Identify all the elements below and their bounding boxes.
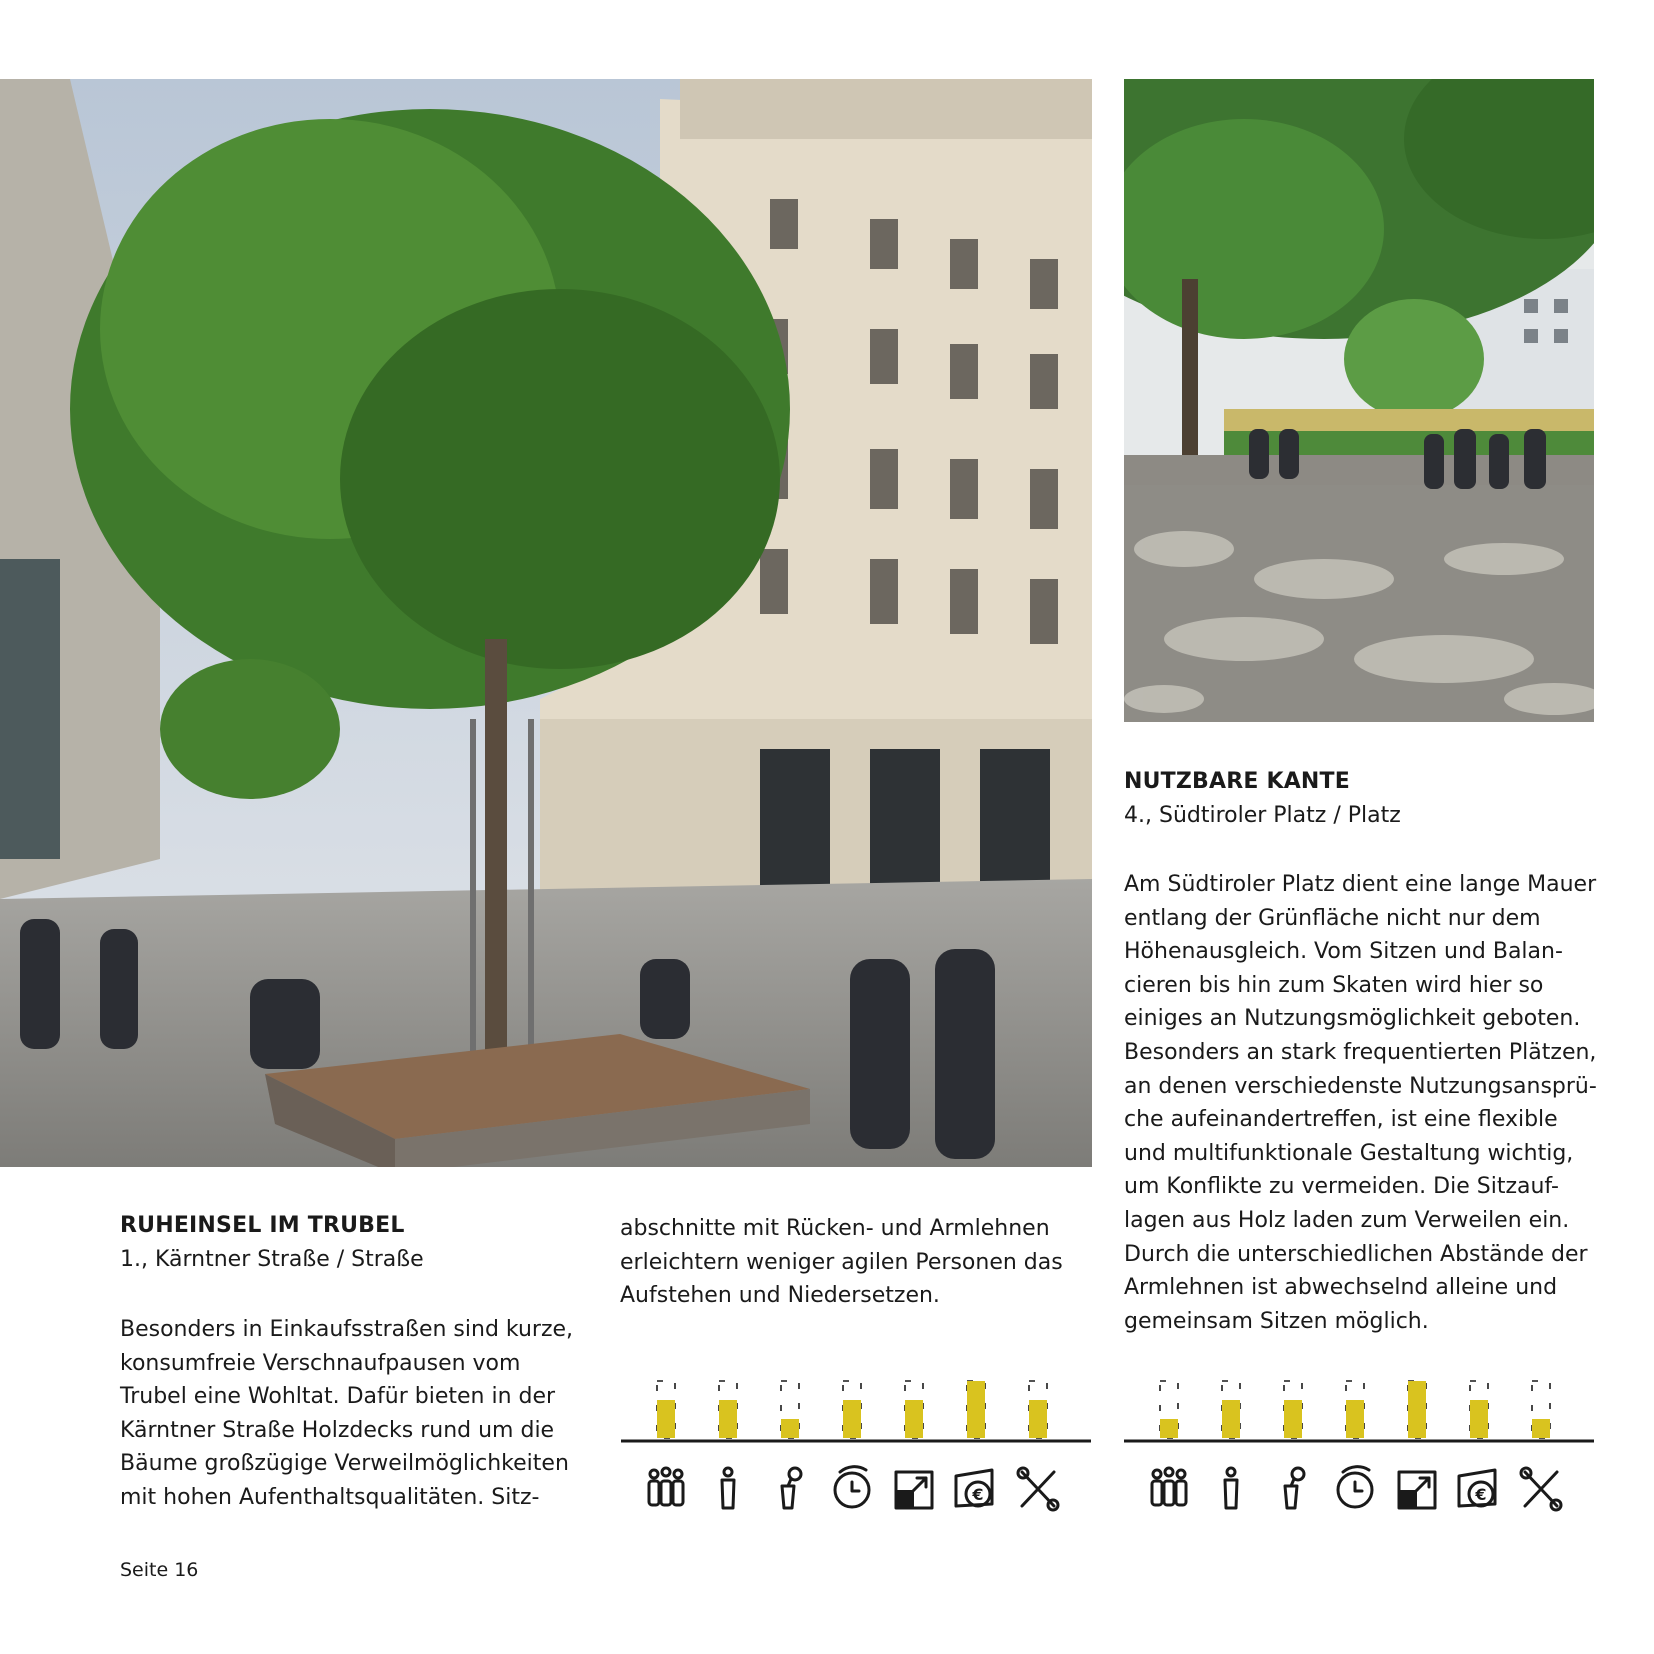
left-entry-title: RUHEINSEL IM TRUBEL	[120, 1213, 405, 1238]
euro-wallet-icon	[1459, 1470, 1495, 1506]
main-photo-illustration	[0, 79, 1092, 1167]
expand-icon	[896, 1472, 932, 1508]
clock-icon	[835, 1467, 869, 1507]
euro-wallet-icon	[956, 1470, 992, 1506]
left-rating-3	[781, 1381, 799, 1438]
rating-bar	[843, 1400, 861, 1438]
left-rating-6	[967, 1381, 985, 1438]
person-icon	[1225, 1468, 1237, 1508]
left-entry-ratings	[621, 1378, 1091, 1528]
rating-bar	[719, 1400, 737, 1438]
group-icon	[1152, 1468, 1186, 1505]
body-line: Höhenausgleich. Vom Sitzen und Balan-	[1124, 939, 1563, 965]
right-entry-ratings	[1124, 1378, 1594, 1528]
right-rating-7	[1532, 1381, 1550, 1438]
body-line: mit hohen Aufenthaltsqualitäten. Sitz-	[120, 1484, 540, 1510]
body-line: Kärntner Straße Holzdecks rund um die	[120, 1417, 555, 1443]
body-line: entlang der Grünfläche nicht nur dem	[1124, 905, 1541, 931]
right-entry-body	[1124, 868, 1597, 1338]
rating-bar	[657, 1400, 675, 1438]
body-line: Armlehnen ist abwechselnd alleine und	[1124, 1275, 1558, 1301]
left-rating-1	[657, 1381, 675, 1438]
right-entry-title: NUTZBARE KANTE	[1124, 769, 1350, 794]
body-line: Bäume großzügige Verweilmöglichkeiten	[120, 1451, 569, 1477]
side-photo-illustration	[1124, 79, 1594, 722]
rating-bar	[1222, 1400, 1240, 1438]
body-line: lagen aus Holz laden zum Verweilen ein.	[1124, 1207, 1570, 1233]
body-line: che aufeinandertreffen, ist eine flexible	[1124, 1107, 1558, 1133]
person-icon	[722, 1468, 734, 1508]
person-pin-icon	[782, 1468, 801, 1508]
right-rating-4	[1346, 1381, 1364, 1438]
rating-bar	[1284, 1400, 1302, 1438]
right-rating-1	[1160, 1381, 1178, 1438]
body-line: Durch die unterschiedlichen Abstände der	[1124, 1241, 1588, 1267]
rating-bar	[1408, 1381, 1426, 1438]
rating-bar	[781, 1419, 799, 1438]
rating-bar	[967, 1381, 985, 1438]
group-icon	[649, 1468, 683, 1505]
right-rating-2	[1222, 1381, 1240, 1438]
tools-icon	[1521, 1468, 1561, 1510]
right-ratings-svg	[1124, 1378, 1594, 1528]
right-rating-3	[1284, 1381, 1302, 1438]
tools-icon	[1018, 1468, 1058, 1510]
body-line: Trubel eine Wohltat. Dafür bieten in der	[120, 1384, 556, 1410]
expand-icon	[1399, 1472, 1435, 1508]
main-photo-kaerntner-strasse	[0, 79, 1092, 1167]
body-line: einiges an Nutzungsmöglichkeit geboten.	[1124, 1006, 1581, 1032]
body-line: Besonders an stark frequentierten Plätzen,	[1124, 1039, 1597, 1065]
body-line: Aufstehen und Niedersetzen.	[620, 1283, 940, 1309]
rating-bar	[1346, 1400, 1364, 1438]
body-line: und multifunktionale Gestaltung wichtig,	[1124, 1140, 1574, 1166]
clock-icon	[1338, 1467, 1372, 1507]
left-rating-4	[843, 1381, 861, 1438]
left-ratings-svg	[621, 1378, 1091, 1528]
left-entry-location: 1., Kärntner Straße / Straße	[120, 1247, 424, 1272]
person-pin-icon	[1285, 1468, 1304, 1508]
body-line: um Konflikte zu vermeiden. Die Sitzauf-	[1124, 1174, 1559, 1200]
right-rating-6	[1470, 1381, 1488, 1438]
left-entry-body-continued	[620, 1212, 1063, 1313]
svg-text:€: €	[972, 1485, 984, 1504]
body-line: erleichtern weniger agilen Personen das	[620, 1249, 1063, 1275]
body-line: abschnitte mit Rücken- und Armlehnen	[620, 1216, 1050, 1241]
side-photo-suedtiroler-platz	[1124, 79, 1594, 722]
left-entry-body	[120, 1313, 573, 1515]
rating-bar	[1470, 1400, 1488, 1438]
left-rating-5	[905, 1381, 923, 1438]
left-rating-2	[719, 1381, 737, 1438]
svg-text:€: €	[1475, 1485, 1487, 1504]
rating-bar	[1160, 1419, 1178, 1438]
body-line: konsumfreie Verschnaufpausen vom	[120, 1350, 521, 1376]
body-line: gemeinsam Sitzen möglich.	[1124, 1308, 1429, 1334]
right-entry-location: 4., Südtiroler Platz / Platz	[1124, 803, 1401, 828]
body-line: Besonders in Einkaufsstraßen sind kurze,	[120, 1317, 574, 1342]
right-rating-5	[1408, 1381, 1426, 1438]
rating-bar	[1029, 1400, 1047, 1438]
rating-bar	[1532, 1419, 1550, 1438]
body-line: cieren bis hin zum Skaten wird hier so	[1124, 972, 1544, 998]
page-number: Seite 16	[120, 1559, 199, 1581]
rating-bar	[905, 1400, 923, 1438]
body-line: Am Südtiroler Platz dient eine lange Mauer	[1124, 872, 1597, 897]
left-rating-7	[1029, 1381, 1047, 1438]
body-line: an denen verschiedenste Nutzungsansprü-	[1124, 1073, 1597, 1099]
